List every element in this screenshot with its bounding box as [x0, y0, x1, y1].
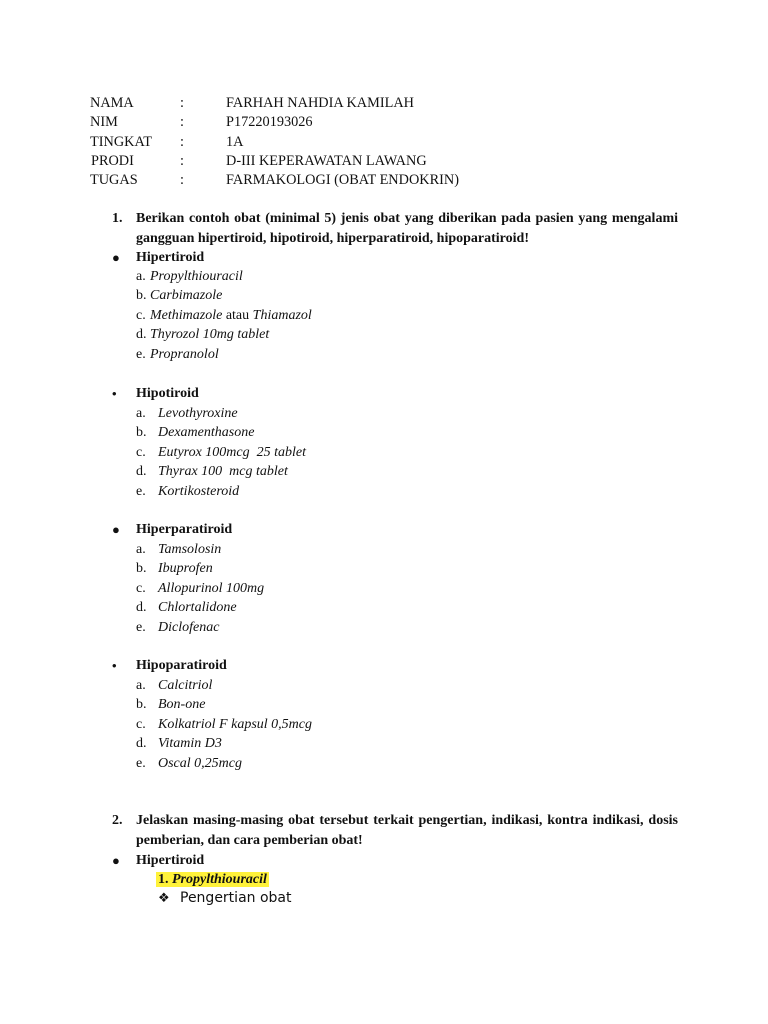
drug-name: Ibuprofen	[158, 561, 213, 577]
item-letter: b.	[136, 561, 147, 577]
item-letter: d.	[136, 464, 147, 480]
header-value: D-III KEPERAWATAN LAWANG	[226, 152, 427, 169]
drug-name: Calcitriol	[158, 678, 213, 693]
item-letter: e.	[136, 755, 146, 771]
header-key: NIM	[90, 114, 118, 131]
item-letter: d.	[136, 736, 147, 752]
drug-name: Bon-one	[158, 697, 206, 713]
drug-name-alt: Thiamazol	[252, 307, 312, 323]
item-letter: d.	[136, 327, 147, 343]
header-sep: :	[180, 114, 184, 131]
drug-name: Propranolol	[150, 346, 219, 362]
bullet-icon: ●	[112, 522, 120, 537]
group-title: Hipertiroid	[136, 250, 205, 265]
header-value: 1A	[226, 133, 244, 150]
drug-name: Kolkatriol F kapsul 0,5mcg	[158, 716, 312, 732]
drug-name: Carbimazole	[150, 288, 223, 304]
drug-name: Diclofenac	[158, 619, 220, 635]
section-title: Hipertiroid	[136, 853, 205, 868]
header-key: PRODI	[91, 152, 134, 169]
item-letter: c.	[136, 716, 146, 732]
drug-name: Thyrax 100 mcg tablet	[158, 464, 288, 480]
header-value: FARMAKOLOGI (OBAT ENDOKRIN)	[226, 172, 459, 189]
drug-name: Methimazole	[150, 307, 223, 323]
item-letter: d.	[136, 600, 147, 616]
item-letter: c.	[136, 307, 146, 323]
item-letter: e.	[136, 483, 146, 499]
question-number: 1.	[112, 211, 123, 226]
header-sep: :	[180, 172, 184, 189]
item-letter: e.	[136, 346, 146, 362]
bullet-icon: •	[112, 386, 117, 401]
header-sep: :	[180, 152, 184, 169]
question-number: 2.	[112, 813, 123, 828]
header-key: NAMA	[90, 95, 134, 111]
drug-name: Thyrozol 10mg tablet	[150, 327, 270, 343]
header-value: P17220193026	[226, 114, 313, 131]
header-value: FARHAH NAHDIA KAMILAH	[226, 95, 414, 111]
item-letter: b.	[136, 425, 147, 441]
item-letter: a.	[136, 269, 146, 284]
bullet-icon: •	[112, 658, 117, 673]
sub-number: 1.	[158, 872, 169, 887]
drug-name: Kortikosteroid	[158, 483, 240, 499]
drug-name: Tamsolosin	[158, 542, 222, 557]
question-text: Jelaskan masing-masing obat tersebut terkait pengertian, indikasi, kontra indikasi, dosis pemberian, dan cara pemberian obat!	[136, 813, 678, 848]
bullet-icon: ●	[112, 250, 120, 265]
item-letter: e.	[136, 619, 146, 635]
item-letter: b.	[136, 697, 147, 713]
diamond-label: Pengertian obat	[180, 890, 292, 906]
group-title: Hiperparatiroid	[136, 522, 233, 537]
drug-name: Oscal 0,25mcg	[158, 755, 242, 771]
drug-name-combined	[150, 306, 312, 325]
header-sep: :	[180, 133, 184, 150]
item-letter: a.	[136, 406, 146, 421]
bullet-icon: ●	[112, 853, 120, 868]
drug-name: Vitamin D3	[158, 736, 222, 752]
header-key: TUGAS	[90, 172, 138, 189]
item-letter: c.	[136, 444, 146, 460]
header-key: TINGKAT	[90, 133, 152, 150]
drug-name: Chlortalidone	[158, 600, 237, 616]
diamond-bullet-icon: ❖	[158, 891, 170, 906]
item-letter: a.	[136, 678, 146, 693]
highlight-mark	[156, 872, 269, 887]
group-title: Hipoparatiroid	[136, 658, 227, 673]
drug-name: Eutyrox 100mcg 25 tablet	[158, 444, 307, 460]
item-letter: a.	[136, 542, 146, 557]
highlighted-subheading	[156, 870, 269, 889]
joiner-word: atau	[225, 307, 250, 323]
drug-name: Levothyroxine	[158, 406, 238, 421]
header-sep: :	[180, 95, 184, 111]
item-letter: b.	[136, 288, 147, 304]
drug-name: Dexamenthasone	[158, 425, 255, 441]
drug-name: Propylthiouracil	[150, 269, 243, 284]
drug-name: Allopurinol 100mg	[158, 580, 265, 596]
group-title: Hipotiroid	[136, 386, 199, 401]
sub-title: Propylthiouracil	[172, 872, 267, 887]
question-text: Berikan contoh obat (minimal 5) jenis obat yang diberikan pada pasien yang mengalami gangguan hipertiroid, hipotiroid, hiperparatiroid, hipoparatiroid!	[136, 211, 678, 246]
item-letter: c.	[136, 580, 146, 596]
